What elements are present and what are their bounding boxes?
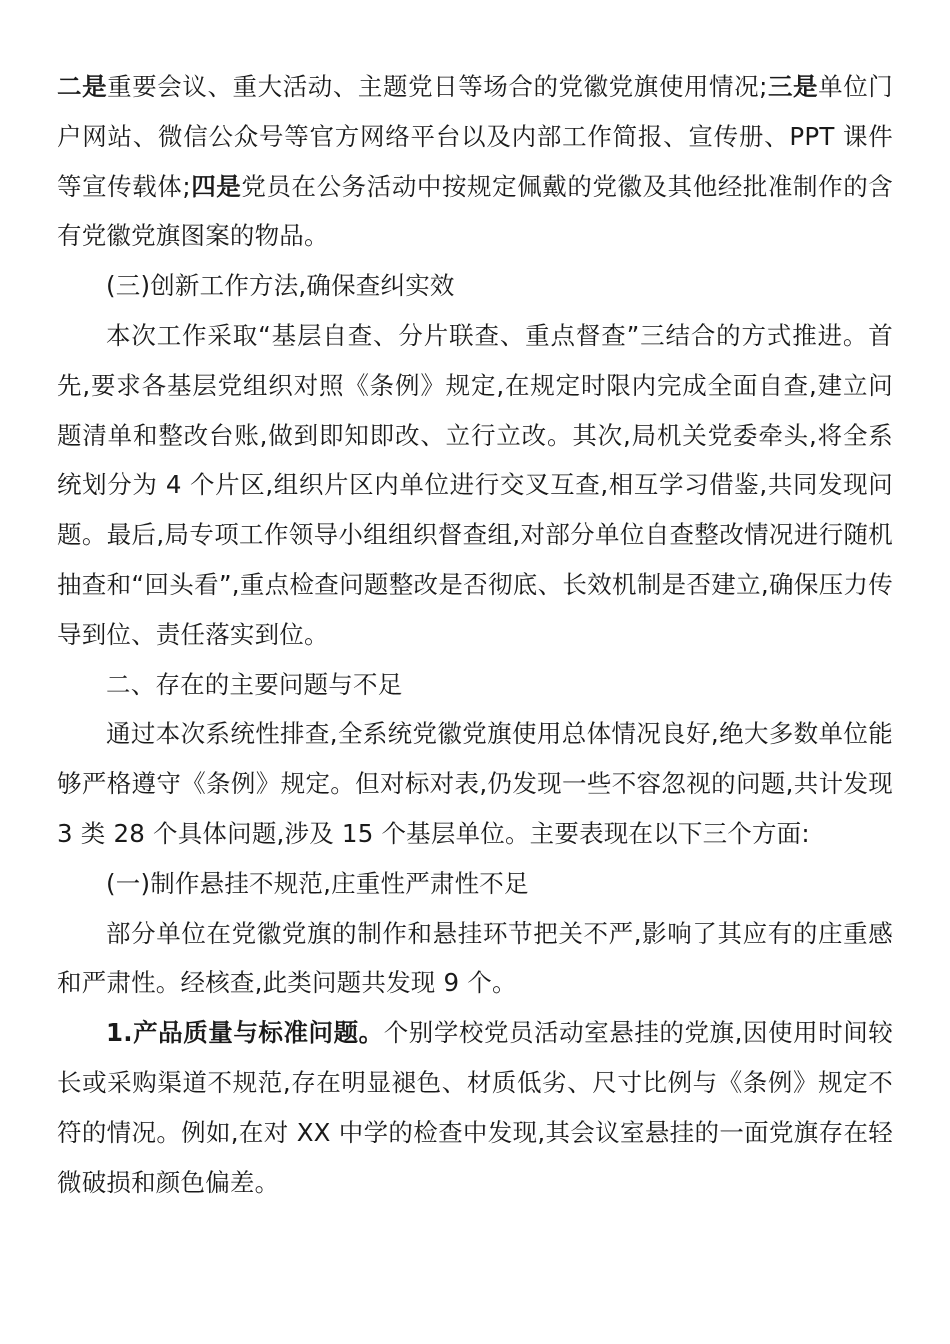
text-four: 党员在公务活动中按规定佩戴的党徽及其他经批准制作的含有党徽党旗图案的物品。 <box>57 171 893 251</box>
paragraph-inspection-scope <box>57 62 893 261</box>
bold-lead-three: 三是 <box>767 72 819 101</box>
paragraph-methods: 本次工作采取“基层自查、分片联查、重点督查”三结合的方式推进。首先,要求各基层党组织对照《条例》规定,在规定时限内完成全面自查,建立问题清单和整改台账,做到即知即改、立行立改。其次,局机关党委牵头,将全系统划分为 4 个片区,组织片区内单位进行交叉互查,相互学习借鉴,共同发现问题。最后,局专项工作领导小组组织督查组,对部分单位自查整改情况进行随机抽查和“回头看”,重点检查问题整改是否彻底、长效机制是否建立,确保压力传导到位、责任落实到位。 <box>57 320 893 649</box>
heading-subsection-1: (一)制作悬挂不规范,庄重性严肃性不足 <box>106 868 529 898</box>
paragraph-subsection-1: 部分单位在党徽党旗的制作和悬挂环节把关不严,影响了其应有的庄重感和严肃性。经核查,此类问题共发现 9 个。 <box>57 918 893 998</box>
bold-lead-four: 四是 <box>190 171 242 201</box>
heading-section-3: (三)创新工作方法,确保查纠实效 <box>106 271 455 301</box>
paragraph-overview: 通过本次系统性排查,全系统党徽党旗使用总体情况良好,绝大多数单位能够严格遵守《条例》规定。但对标对表,仍发现一些不容忽视的问题,共计发现 3 类 28 个具体问题,涉及 15 个基层单位。主要表现在以下三个方面: <box>57 719 893 848</box>
item-text: 个别学校党员活动室悬挂的党旗,因使用时间较长或采购渠道不规范,存在明显褪色、材质低劣、尺寸比例与《条例》规定不符的情况。例如,在对 XX 中学的检查中发现,其会议室悬挂的一面党旗存在轻微破损和颜色偏差。 <box>57 1018 893 1197</box>
paragraph-item-1 <box>57 1008 893 1207</box>
bold-lead-two: 二是 <box>57 72 108 101</box>
bold-item-title: 1.产品质量与标准问题。 <box>106 1018 384 1048</box>
document-body <box>57 62 893 1207</box>
heading-main-problems: 二、存在的主要问题与不足 <box>106 669 403 699</box>
text-two: 重要会议、重大活动、主题党日等场合的党徽党旗使用情况; <box>107 72 768 101</box>
text-three: 单位门户网站、微信公众号等官方网络平台以及内部工作简报、宣传册、PPT 课件等宣传载体; <box>57 72 893 201</box>
